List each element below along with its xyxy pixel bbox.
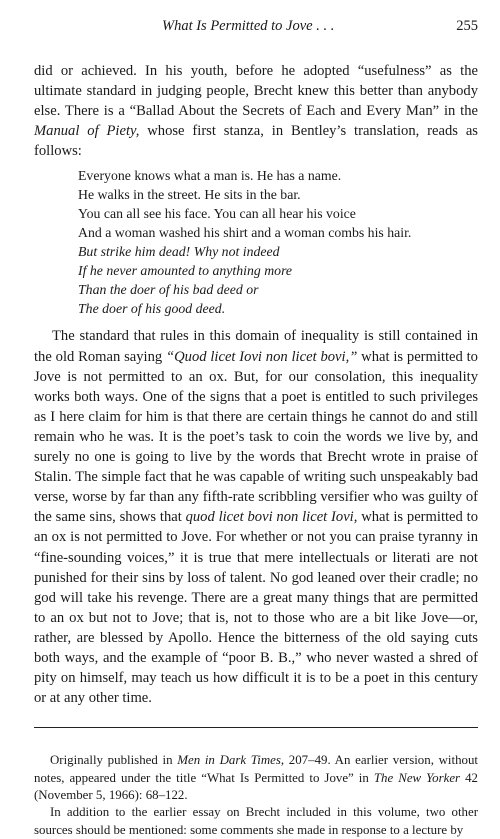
latin-saying: “Quod licet Iovi non licet bovi,”: [166, 348, 358, 365]
footnote-divider: [34, 727, 478, 728]
poem-line: The doer of his good deed.: [78, 301, 226, 317]
magazine-title-new-yorker: The New Yorker: [373, 770, 461, 785]
poem-line: Than the doer of his bad deed or: [78, 282, 259, 298]
book-page: [34, 0, 478, 839]
book-title-men-in-dark-times: Men in Dark Times,: [177, 753, 285, 768]
poem-line: But strike him dead! Why not indeed: [78, 244, 280, 260]
note-publication-text-3: 42 (November 5, 1966): 68–122.: [34, 770, 478, 803]
running-title: What Is Permitted to Jove . . .: [162, 18, 335, 34]
page-number: 255: [456, 18, 478, 34]
poem-line: He walks in the street. He sits in the bar.: [78, 187, 301, 203]
note-publication-text-2: 207–49. An earlier version, without notes, appeared under the title “What Is Permitted to Jove” in: [34, 753, 479, 785]
paragraph-intro-text-2: whose first stanza, in Bentley’s translation, reads as follows:: [34, 123, 478, 160]
poem-line: Everyone knows what a man is. He has a name.: [78, 168, 342, 184]
note-publication-text-1: Originally published in: [50, 753, 178, 768]
paragraph-jove: [34, 326, 478, 708]
poem-line: You can all see his face. You can all hear his voice: [78, 206, 356, 222]
note-sources: In addition to the earlier essay on Brecht included in this volume, two other sources should be mentioned: some comments she made in response to a lecture by: [34, 805, 478, 837]
paragraph-intro-text-1: did or achieved. In his youth, before he adopted “usefulness” as the ultimate standard in judging people, Brecht knew this better than anybody else. There is a “Ballad About the Secrets of Each and Every Man” in the: [34, 63, 478, 120]
paragraph-jove-text-2: what is permitted to Jove is not permitted to an ox. But, for our consolation, this inequality works both ways. One of the signs that a poet is entitled to such privileges as I here claim for him is that there are certain things he cannot do and still remain who he was. It is the poet’s task to coin the words we live by, and surely no one is going to live by the words that Brecht wrote in praise of Stalin. The simple fact that he was capable of writing such unspeakably bad verse, worse by far than any fifth-rate scribbling versifier who was guilty of the same sins, shows that: [34, 348, 478, 526]
poem-line: If he never amounted to anything more: [78, 263, 293, 279]
latin-saying-inverted: quod licet bovi non licet Iovi,: [185, 509, 358, 526]
paragraph-intro: [34, 61, 478, 161]
paragraph-jove-text-3: what is permitted to an ox is not permitted to Jove. For whether or not you can praise tyranny in “fine-sounding voices,” it is true that mere intellectuals or literati are not punished for their sins by loss of talent. No god leaned over their cradle; no god will take his revenge. There are a great many things that are permitted to an ox but not to Jove; that is, not to those who are a bit like Jove—or, rather, are blessed by Apollo. Hence the bitterness of the old saying cuts both ways, and the example of “poor B. B.,” who never wasted a shred of pity on himself, may teach us how difficult it is to be a poet in this century or at any other time.: [34, 509, 478, 707]
ballad-stanza: [78, 166, 478, 318]
running-head: [34, 0, 478, 42]
endnotes: [34, 752, 478, 839]
paragraph-jove-text-1: The standard that rules in this domain of inequality is still contained in the old Roman saying: [34, 328, 478, 365]
book-title-manual-of-piety: Manual of Piety,: [34, 123, 140, 140]
poem-line: And a woman washed his shirt and a woman combs his hair.: [78, 225, 412, 241]
note-publication: [34, 752, 478, 804]
